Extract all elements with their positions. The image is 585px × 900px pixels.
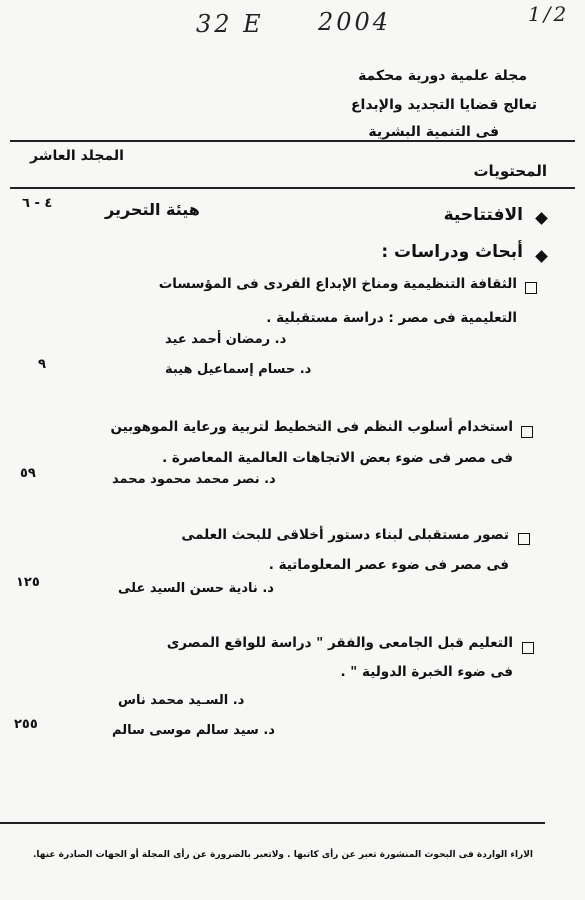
contents-label: المحتويات <box>473 162 547 180</box>
article-4-author-2: د. سيد سالم موسى سالم <box>112 723 275 738</box>
article-2-author-1: د. نصر محمد محمود محمد <box>112 472 276 487</box>
checkbox-square-icon <box>525 282 537 294</box>
footer-disclaimer: الاراء الواردة فى البحوث المنشورة تعبر عن رأى كاتبها . ولاتعبر بالضرورة عن رأى المجلة أو الجهات الصادرة عنها. <box>32 850 533 860</box>
handwritten-code: 32 E <box>196 10 264 38</box>
article-2-page: ٥٩ <box>20 466 36 481</box>
diamond-bullet-icon <box>535 212 548 225</box>
article-4-page: ٢٥٥ <box>14 717 38 732</box>
handwritten-year: 2004 <box>318 8 392 36</box>
opening-title: الافتتاحية <box>443 205 523 225</box>
article-4-line-1: التعليم قبل الجامعى والفقر " دراسة للواقع المصرى <box>166 635 513 651</box>
diamond-bullet-icon <box>535 250 548 263</box>
volume-label: المجلد العاشر <box>30 148 124 164</box>
article-4-author-1: د. السـيد محمد ناس <box>118 693 245 708</box>
article-1-author-1: د. رمضان أحمد عيد <box>165 332 287 347</box>
journal-line-3: فى التنمية البشرية <box>368 124 499 140</box>
journal-line-1: مجلة علمية دورية محكمة <box>358 68 527 84</box>
checkbox-square-icon <box>521 426 533 438</box>
article-3-line-2: فى مصر فى ضوء عصر المعلوماتية . <box>268 557 509 573</box>
journal-line-2: تعالج قضايا التجديد والإبداع <box>350 97 537 113</box>
checkbox-square-icon <box>522 642 534 654</box>
article-2-line-1: استخدام أسلوب النظم فى التخطيط لتربية ورعاية الموهوبين <box>110 419 513 435</box>
article-3-page: ١٢٥ <box>16 575 40 590</box>
article-3-author-1: د. نادية حسن السيد على <box>118 581 274 596</box>
checkbox-square-icon <box>518 533 530 545</box>
footer-rule <box>0 822 545 824</box>
article-1-page: ٩ <box>38 357 46 372</box>
research-title: أبحاث ودراسات : <box>381 242 523 262</box>
article-1-line-2: التعليمية فى مصر : دراسة مستقبلية . <box>266 310 517 326</box>
opening-by: هيئة التحرير <box>105 200 200 219</box>
article-1-author-2: د. حسام إسماعيل هيبة <box>165 362 312 377</box>
handwritten-fraction: 1/2 <box>528 2 570 26</box>
article-2-line-2: فى مصر فى ضوء بعض الاتجاهات العالمية المعاصرة . <box>162 450 513 466</box>
opening-pages: ٤ - ٦ <box>22 196 53 211</box>
article-3-line-1: تصور مستقبلى لبناء دستور أخلاقى للبحث العلمى <box>181 527 509 543</box>
header-rule-bottom <box>10 187 575 189</box>
header-rule-top <box>10 140 575 142</box>
article-4-line-2: فى ضوء الخبرة الدولية " . <box>340 664 513 680</box>
article-1-line-1: الثقافة التنظيمية ومناخ الإبداع الفردى فى المؤسسات <box>158 276 517 292</box>
